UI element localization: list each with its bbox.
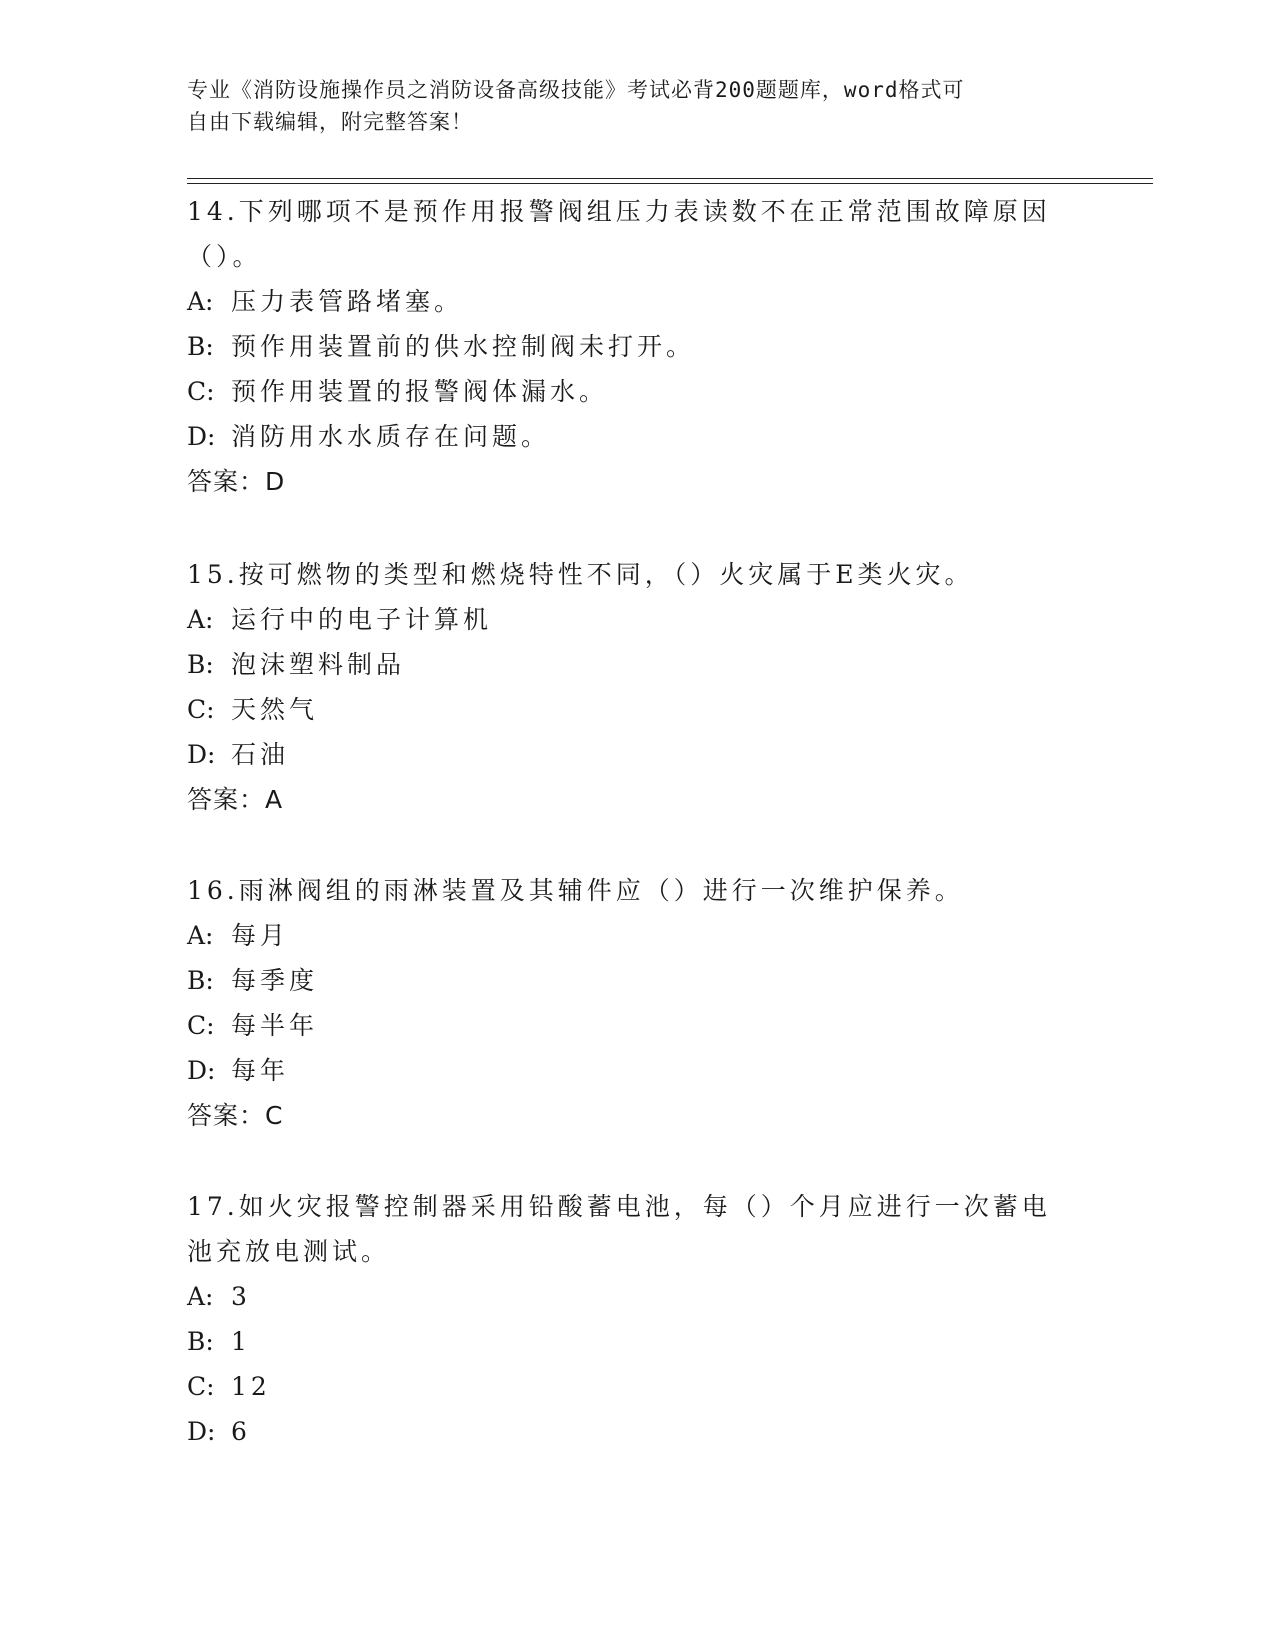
option-letter: A: — [187, 605, 214, 634]
document-header — [187, 74, 1067, 138]
option-text: 6 — [231, 1417, 251, 1446]
option-letter: A: — [187, 921, 214, 950]
header-divider-bottom — [187, 183, 1153, 184]
option-c — [187, 1364, 1067, 1409]
question-15 — [187, 552, 1067, 822]
option-d — [187, 414, 1067, 459]
question-14 — [187, 189, 1067, 504]
option-text: 每年 — [231, 1056, 290, 1085]
option-d — [187, 1409, 1067, 1454]
option-letter: C: — [187, 695, 215, 724]
option-a — [187, 913, 1067, 958]
question-17 — [187, 1184, 1067, 1454]
question-text: 17.如火灾报警控制器采用铅酸蓄电池，每（）个月应进行一次蓄电池充放电测试。 — [187, 1192, 1051, 1266]
option-text: 预作用装置前的供水控制阀未打开。 — [231, 332, 696, 361]
option-text: 泡沫塑料制品 — [231, 650, 406, 679]
option-letter: B: — [187, 650, 214, 679]
option-b — [187, 1319, 1067, 1364]
question-text: 15.按可燃物的类型和燃烧特性不同，（）火灾属于E类火灾。 — [187, 560, 974, 589]
option-letter: C: — [187, 1372, 215, 1401]
question-text: 14.下列哪项不是预作用报警阀组压力表读数不在正常范围故障原因（）。 — [187, 197, 1051, 271]
answer-text: 答案：A — [187, 785, 284, 814]
option-c — [187, 687, 1067, 732]
header-line-1: 专业《消防设施操作员之消防设备高级技能》考试必背200题题库，word格式可 — [187, 78, 965, 102]
option-text: 石油 — [231, 740, 290, 769]
option-letter: B: — [187, 1327, 214, 1356]
option-text: 1 — [231, 1327, 251, 1356]
option-letter: B: — [187, 332, 214, 361]
question-text: 16.雨淋阀组的雨淋装置及其辅件应（）进行一次维护保养。 — [187, 876, 964, 905]
option-a — [187, 1274, 1067, 1319]
option-d — [187, 732, 1067, 777]
option-c — [187, 369, 1067, 414]
option-b — [187, 642, 1067, 687]
header-divider-top — [187, 178, 1153, 179]
option-a — [187, 597, 1067, 642]
option-text: 每月 — [231, 921, 290, 950]
option-letter: D: — [187, 740, 216, 769]
option-text: 天然气 — [231, 695, 319, 724]
option-letter: B: — [187, 966, 214, 995]
option-letter: A: — [187, 287, 214, 316]
answer-text: 答案：D — [187, 467, 286, 496]
option-letter: D: — [187, 1417, 216, 1446]
option-letter: C: — [187, 377, 215, 406]
option-text: 消防用水水质存在问题。 — [231, 422, 551, 451]
option-b — [187, 324, 1067, 369]
option-letter: D: — [187, 1056, 216, 1085]
option-text: 压力表管路堵塞。 — [231, 287, 464, 316]
option-c — [187, 1003, 1067, 1048]
option-text: 运行中的电子计算机 — [231, 605, 493, 634]
option-text: 每半年 — [231, 1011, 319, 1040]
option-letter: D: — [187, 422, 216, 451]
option-letter: A: — [187, 1282, 214, 1311]
option-text: 预作用装置的报警阀体漏水。 — [231, 377, 609, 406]
option-d — [187, 1048, 1067, 1093]
option-text: 每季度 — [231, 966, 319, 995]
option-letter: C: — [187, 1011, 215, 1040]
option-a — [187, 279, 1067, 324]
option-b — [187, 958, 1067, 1003]
header-line-2: 自由下载编辑，附完整答案！ — [187, 110, 473, 134]
answer-text: 答案：C — [187, 1101, 284, 1130]
question-16 — [187, 868, 1067, 1138]
option-text: 3 — [231, 1282, 251, 1311]
option-text: 12 — [231, 1372, 271, 1401]
